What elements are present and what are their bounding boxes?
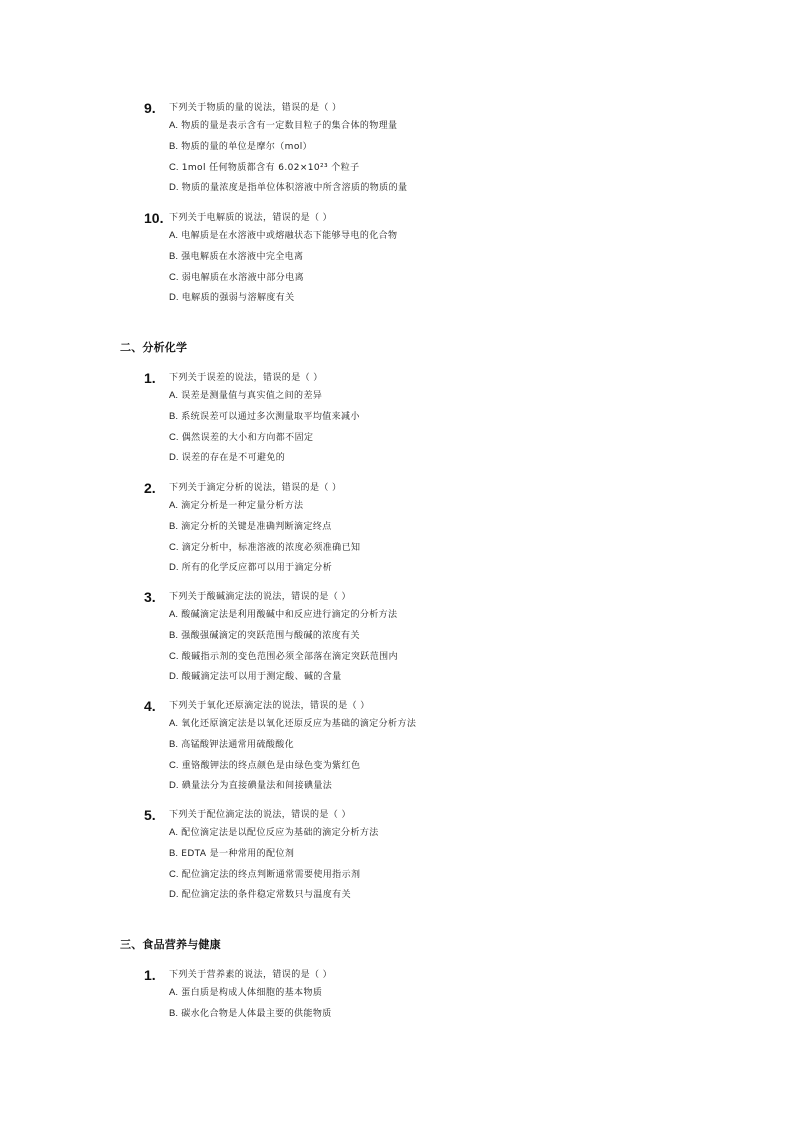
question-number: 1.	[144, 967, 156, 983]
option-b	[169, 250, 704, 271]
option-text: 配位滴定法的条件稳定常数只与温度有关	[181, 890, 351, 901]
option-text: 系统误差可以通过多次测量取平均值来减小	[181, 411, 360, 422]
option-c	[169, 541, 704, 562]
question-2-3	[144, 588, 704, 691]
question-number: 10.	[144, 210, 164, 226]
option-d	[169, 561, 704, 582]
question-9	[144, 99, 704, 202]
question-number: 9.	[144, 100, 156, 116]
option-text: 所有的化学反应都可以用于滴定分析	[181, 563, 333, 574]
option-letter: C.	[169, 759, 179, 771]
option-letter: B.	[169, 738, 178, 750]
option-text: 配位滴定法的终点判断通常需要使用指示剂	[181, 869, 361, 880]
option-text: 配位滴定法是以配位反应为基础的滴定分析方法	[181, 828, 379, 838]
option-letter: D.	[169, 182, 179, 194]
option-c	[169, 759, 704, 780]
option-letter: B.	[169, 847, 178, 859]
option-text: 高锰酸钾法通常用硫酸酸化	[181, 739, 295, 750]
option-letter: B.	[169, 1007, 178, 1019]
option-letter: D.	[169, 452, 179, 464]
option-text: 物质的量浓度是指单位体积溶液中所含溶质的物质的量	[181, 183, 408, 194]
option-d	[169, 451, 704, 472]
question-2-4	[144, 697, 704, 800]
option-letter: C.	[169, 271, 179, 283]
option-letter: B.	[169, 410, 178, 422]
option-text: 酸碱指示剂的变色范围必须全部落在滴定突跃范围内	[181, 651, 398, 662]
option-text: 强电解质在水溶液中完全电离	[181, 251, 304, 262]
option-a	[169, 499, 704, 520]
option-d	[169, 291, 704, 312]
option-letter: A.	[169, 230, 178, 241]
question-3-1	[144, 966, 704, 1028]
option-c	[169, 161, 704, 182]
option-letter: B.	[169, 629, 178, 641]
question-text: 下列关于营养素的说法，错误的是（ ）	[169, 970, 333, 980]
option-text: 蛋白质是构成人体细胞的基本物质	[181, 988, 323, 998]
option-text: 强酸强碱滴定的突跃范围与酸碱的浓度有关	[181, 630, 360, 641]
option-d	[169, 888, 704, 909]
question-number: 5.	[144, 807, 156, 823]
question-text: 下列关于氧化还原滴定法的说法，错误的是（ ）	[169, 701, 370, 711]
option-text: EDTA 是一种常用的配位剂	[181, 848, 295, 859]
option-letter: A.	[169, 987, 178, 998]
question-2-5	[144, 806, 704, 909]
option-text: 1mol 任何物质都含有 6.02×10²³ 个粒子	[181, 162, 360, 173]
option-letter: A.	[169, 827, 178, 838]
option-letter: D.	[169, 889, 179, 901]
question-10	[144, 209, 704, 312]
question-2-2	[144, 479, 704, 582]
option-letter: B.	[169, 250, 178, 262]
section-heading-food-nutrition: 三、食品营养与健康	[120, 938, 221, 951]
question-number: 3.	[144, 589, 156, 605]
option-letter: D.	[169, 562, 179, 574]
option-text: 酸碱滴定法是利用酸碱中和反应进行滴定的分析方法	[181, 610, 398, 620]
option-c	[169, 650, 704, 671]
option-text: 氧化还原滴定法是以氧化还原反应为基础的滴定分析方法	[181, 719, 417, 729]
option-a	[169, 717, 704, 738]
section-heading-analytical-chemistry: 二、分析化学	[120, 341, 188, 354]
option-letter: C.	[169, 650, 179, 662]
question-text: 下列关于滴定分析的说法，错误的是（ ）	[169, 483, 342, 493]
option-text: 物质的量是表示含有一定数目粒子的集合体的物理量	[181, 121, 398, 131]
option-letter: A.	[169, 718, 178, 729]
option-letter: B.	[169, 520, 178, 532]
option-d	[169, 779, 704, 800]
option-letter: C.	[169, 868, 179, 880]
question-text: 下列关于电解质的说法，错误的是（ ）	[169, 213, 333, 223]
option-text: 弱电解质在水溶液中部分电离	[181, 272, 304, 283]
option-letter: B.	[169, 140, 178, 152]
option-text: 重铬酸钾法的终点颜色是由绿色变为紫红色	[181, 760, 361, 771]
option-b	[169, 410, 704, 431]
option-a	[169, 389, 704, 410]
option-b	[169, 520, 704, 541]
option-d	[169, 670, 704, 691]
option-letter: A.	[169, 390, 178, 401]
option-letter: C.	[169, 431, 179, 443]
option-text: 滴定分析的关键是准确判断滴定终点	[181, 521, 332, 532]
option-b	[169, 1007, 704, 1028]
option-letter: D.	[169, 671, 179, 683]
option-text: 误差是测量值与真实值之间的差异	[181, 391, 323, 401]
question-text: 下列关于误差的说法，错误的是（ ）	[169, 373, 323, 383]
option-text: 电解质的强弱与溶解度有关	[181, 293, 295, 304]
option-text: 电解质是在水溶液中或熔融状态下能够导电的化合物	[181, 231, 398, 241]
option-letter: A.	[169, 609, 178, 620]
option-text: 酸碱滴定法可以用于测定酸、碱的含量	[181, 672, 342, 683]
option-a	[169, 229, 704, 250]
option-b	[169, 140, 704, 161]
option-letter: A.	[169, 120, 178, 131]
option-a	[169, 986, 704, 1007]
option-text: 碘量法分为直接碘量法和间接碘量法	[181, 781, 333, 792]
option-a	[169, 826, 704, 847]
option-c	[169, 868, 704, 889]
option-d	[169, 181, 704, 202]
option-b	[169, 847, 704, 868]
option-letter: C.	[169, 161, 179, 173]
option-text: 误差的存在是不可避免的	[181, 453, 286, 464]
option-letter: D.	[169, 292, 179, 304]
option-text: 滴定分析是一种定量分析方法	[181, 501, 304, 511]
option-c	[169, 271, 704, 292]
option-text: 偶然误差的大小和方向都不固定	[181, 432, 314, 443]
question-2-1	[144, 369, 704, 472]
question-text: 下列关于配位滴定法的说法，错误的是（ ）	[169, 810, 351, 820]
option-c	[169, 431, 704, 452]
option-text: 碳水化合物是人体最主要的供能物质	[181, 1008, 332, 1019]
question-number: 2.	[144, 480, 156, 496]
option-a	[169, 119, 704, 140]
option-letter: A.	[169, 500, 178, 511]
option-b	[169, 738, 704, 759]
option-a	[169, 608, 704, 629]
question-number: 4.	[144, 698, 156, 714]
question-text: 下列关于酸碱滴定法的说法，错误的是（ ）	[169, 592, 351, 602]
question-number: 1.	[144, 370, 156, 386]
option-letter: D.	[169, 780, 179, 792]
option-text: 物质的量的单位是摩尔（mol）	[181, 141, 313, 152]
option-text: 滴定分析中，标准溶液的浓度必须准确已知	[181, 542, 361, 553]
option-letter: C.	[169, 541, 179, 553]
question-text: 下列关于物质的量的说法，错误的是（ ）	[169, 103, 342, 113]
option-b	[169, 629, 704, 650]
